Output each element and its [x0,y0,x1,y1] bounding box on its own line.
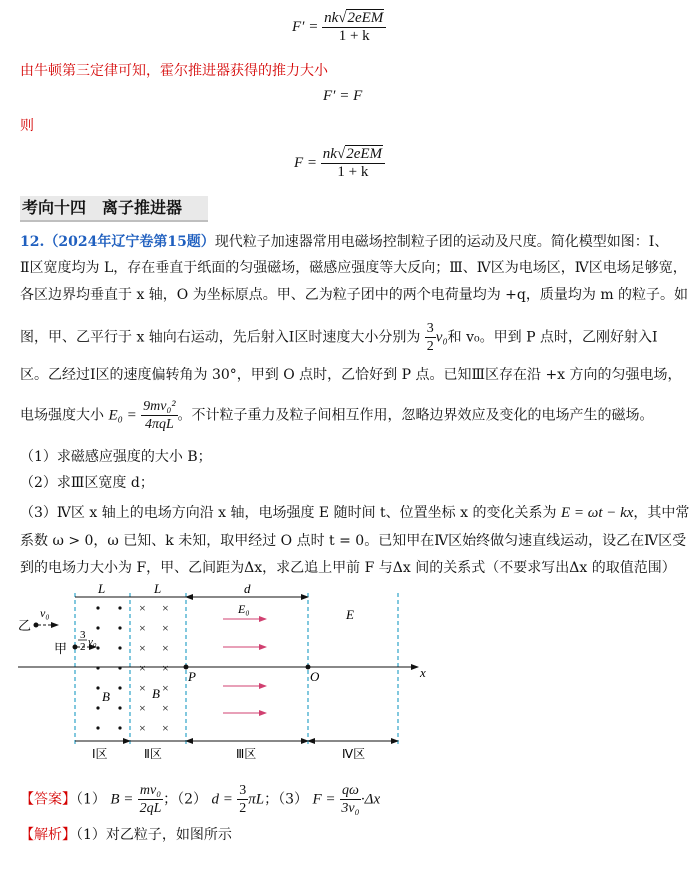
frac-den: 2 [239,801,247,816]
label-E0: E₀ [238,602,250,616]
label-jia: 甲 [54,641,68,656]
label-zone4: Ⅳ区 [342,747,366,761]
label-yi: 乙 [18,618,32,633]
frac-num: 3 [426,321,434,336]
svg-text:×: × [162,701,169,715]
problem-text: 图，甲、乙平行于 x 轴向右运动，先后射入Ⅰ区时速度大小分别为 [20,329,421,346]
frac-den: 2qL [139,801,162,816]
frac-num: 9mv₀² [143,399,176,414]
problem-line-1 [20,232,668,252]
problem-text: 现代粒子加速器常用电磁场控制粒子团的运动及尺度。简化模型如图：Ⅰ、 [214,234,669,250]
answer-formula-tail: πL [248,791,265,808]
formula-f: F = $\frac{\text{nk√2eEM}}{1 + k}$ [294,146,385,181]
zone3-field-arrows [223,619,266,713]
answer-formula-lhs: d = [211,791,233,808]
question-3-line-3: 到的电场力大小为 F，甲、乙间距为Δx，求乙追上甲前 F 与Δx 间的关系式（不要求写出Δx 的取值范围） [20,560,676,576]
label-O: O [310,669,320,684]
frac-den: 3v₀ [341,801,360,816]
answer-label: 【答案】 [20,791,76,808]
question-3-line-2: 系数 ω > 0，ω 已知、k 未知，取甲经过 O 点时 t = 0。已知甲在Ⅳ区始终做匀速直线运动，设乙在Ⅳ区受 [20,533,687,549]
formula-lhs: F = [294,154,318,171]
analysis-text: （1）对乙粒子，如图所示 [76,827,232,843]
label-x: x [420,665,426,680]
svg-text:×: × [162,621,169,635]
formula-f-prime: F′ = $\frac{\text{nk√2eEM}}{1 + k}$ [292,10,386,45]
answer-part: ；（2） [163,791,207,808]
label-E: E [346,607,354,622]
question-1: （1）求磁感应强度的大小 B； [20,449,212,465]
svg-text:×: × [139,621,146,635]
frac-num: 3 [239,783,247,798]
formula-lhs: F′ = [292,18,319,35]
problem-line-4 [20,320,657,355]
svg-text:×: × [139,721,146,735]
numerator-coef: nk [322,146,337,162]
sqrt-content: 2eEM [346,146,383,162]
sqrt-content: 2eEM [347,10,384,26]
frac-den: 4πqL [144,417,174,432]
label-B2: B [152,686,160,701]
section-heading [20,196,208,222]
svg-text:×: × [139,701,146,715]
problem-source: （2024年辽宁卷第15题） [44,234,215,250]
svg-text:×: × [139,661,146,675]
question-3-line-1 [20,503,689,523]
frac-den: 2 [426,339,434,354]
label-zone2: Ⅱ区 [144,747,162,761]
answer-part: （1） [76,791,106,808]
svg-text:×: × [139,601,146,615]
svg-text:×: × [162,661,169,675]
denominator: 1 + k [337,164,369,180]
problem-text: 。不计粒子重力及粒子间相互作用，忽略边界效应及变化的电场产生的磁场。 [177,407,654,424]
denominator: 1 + k [338,28,370,44]
field-formula: E = ωt − kx [560,505,634,521]
problem-text: 和 v₀。甲到 P 点时，乙刚好射入Ⅰ [447,329,658,346]
label-zone1: Ⅰ区 [92,747,108,761]
answer-formula-lhs: B = [110,791,134,808]
label-zone3: Ⅲ区 [236,747,257,761]
problem-text: 电场强度大小 [20,407,104,424]
analysis-line [20,825,232,845]
svg-text:×: × [162,681,169,695]
problem-text: ，其中常 [633,505,690,521]
particle-jia [73,645,78,650]
newton-third-law-text: 由牛顿第三定律可知，霍尔推进器获得的推力大小 [20,63,328,79]
zone2-crosses [139,601,169,735]
frac-num: qω [342,783,359,798]
problem-text: （3）Ⅳ区 x 轴上的电场方向沿 x 轴，电场强度 E 随时间 t、位置坐标 x 的变化关系为 [20,505,557,521]
field-region-figure [18,583,438,768]
problem-number: 12. [20,234,45,250]
label-L2: L [154,583,162,596]
then-text: 则 [20,118,34,134]
label-B1: B [102,689,110,704]
label-d: d [244,583,251,596]
answer-formula-lhs: F = [312,791,336,808]
frac-num: mv₀ [139,783,162,798]
problem-line-2: Ⅱ区宽度均为 L，存在垂直于纸面的匀强磁场，磁感应强度等大反向；Ⅲ、Ⅳ区为电场区，Ⅳ区电场足够宽， [20,260,687,276]
numerator-coef: nk [324,10,339,26]
zone1-dots [96,606,121,729]
section-title: 考向十四 离子推进器 [22,198,183,217]
analysis-label: 【解析】 [20,827,76,843]
problem-line-6 [20,398,654,433]
problem-line-3: 各区边界均垂直于 x 轴，O 为坐标原点。甲、乙为粒子团中的两个电荷量均为 +q，质量均为 m 的粒子。如 [20,287,689,303]
answer-part: ；（3） [264,791,309,808]
question-2: （2）求Ⅲ区宽度 d； [20,475,154,491]
answer-formula-tail: ·Δx [360,791,381,808]
e0-symbol: E₀ = [108,407,137,424]
formula-f-equal: F′ = F [323,88,363,104]
svg-text:×: × [139,641,146,655]
svg-text:×: × [139,681,146,695]
frac-v0: v₀ [88,636,97,648]
svg-text:×: × [162,641,169,655]
particle-yi [34,623,39,628]
label-v0: v₀ [40,606,50,620]
problem-line-5: 区。乙经过Ⅰ区的速度偏转角为 30°，甲到 O 点时，乙恰好到 P 点。已知Ⅲ区存在沿 +x 方向的匀强电场， [20,367,682,383]
svg-text:×: × [162,601,169,615]
label-P: P [188,669,196,684]
frac-num-3: 3 [80,629,86,641]
frac-den-2: 2 [80,641,86,653]
v0-symbol: v₀ [435,329,448,346]
svg-text:×: × [162,721,169,735]
answer-line [20,782,380,817]
label-L1: L [98,583,106,596]
